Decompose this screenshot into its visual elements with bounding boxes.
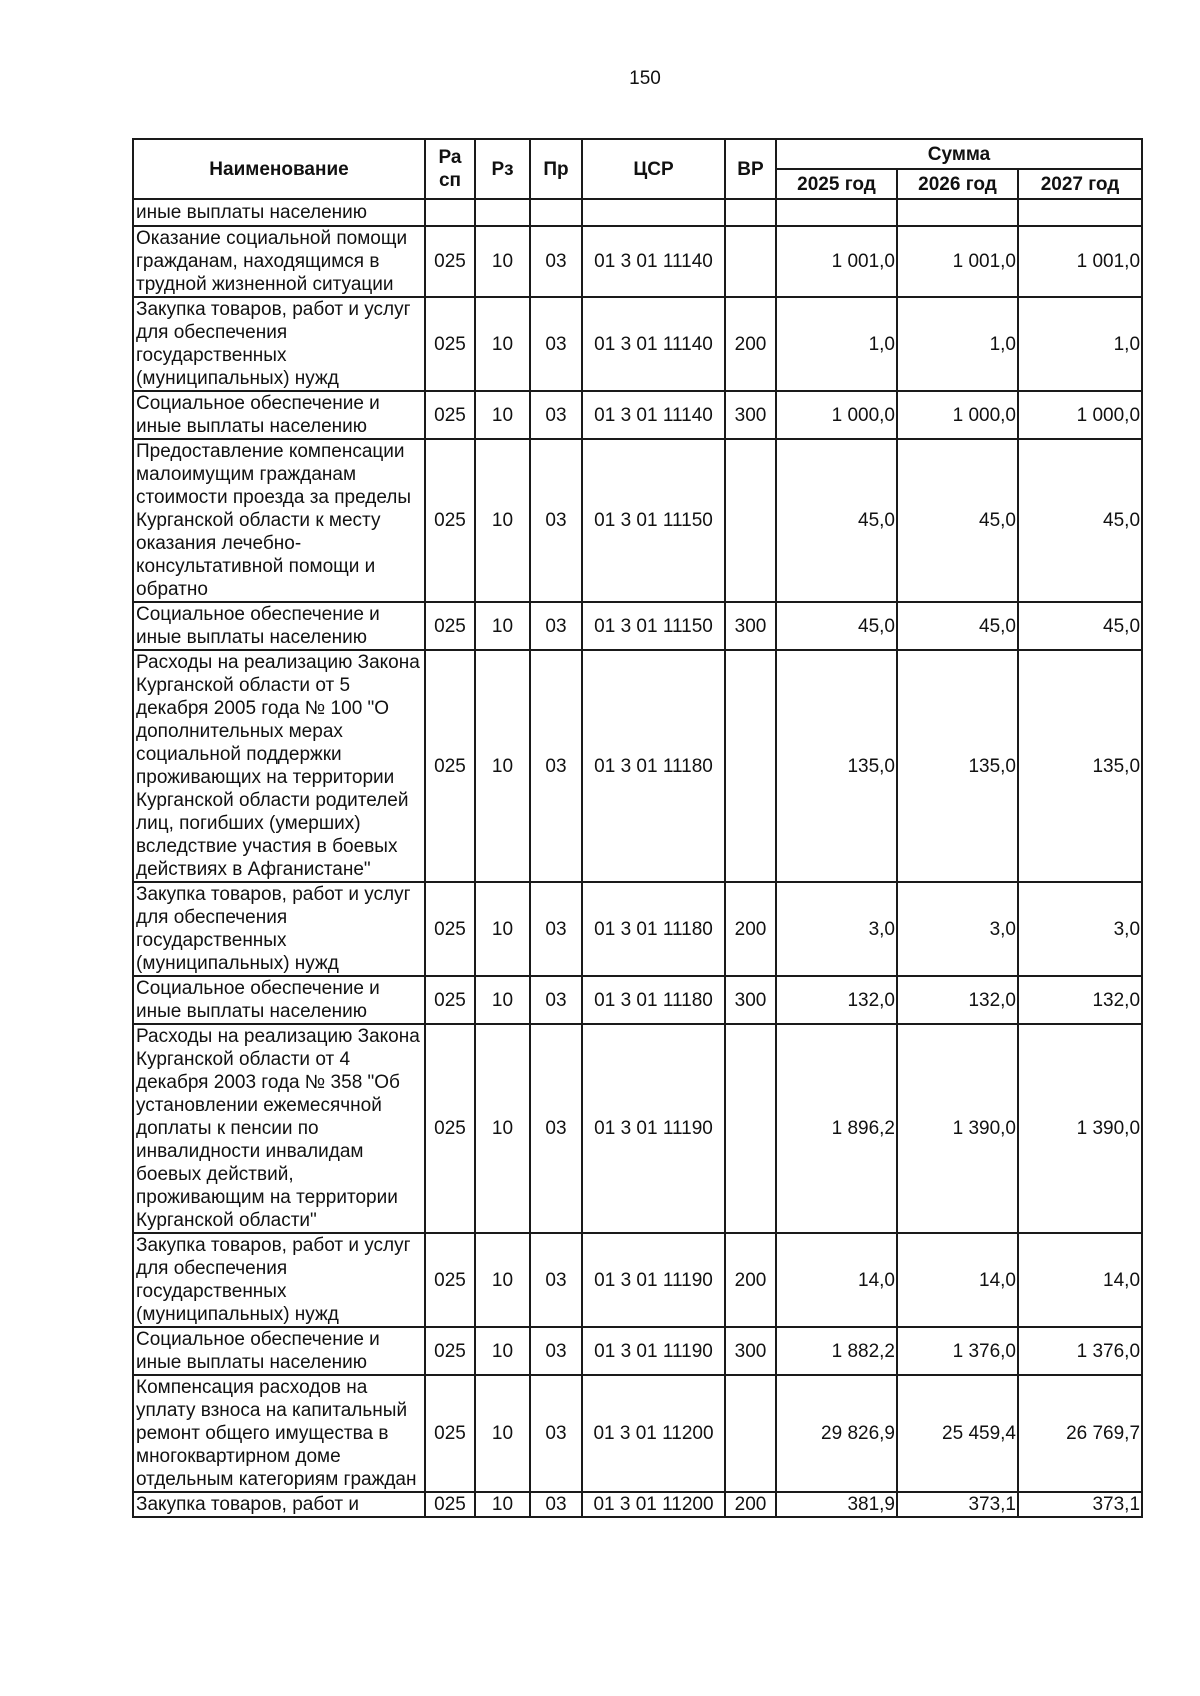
header-2027: 2027 год <box>1018 169 1142 199</box>
cell-y2025: 1 001,0 <box>776 226 897 297</box>
cell-csr <box>582 199 725 226</box>
cell-vr <box>725 1024 776 1233</box>
cell-y2027: 1 000,0 <box>1018 391 1142 439</box>
cell-pr: 03 <box>530 650 582 882</box>
cell-csr: 01 3 01 11150 <box>582 439 725 602</box>
cell-y2025: 1 882,2 <box>776 1327 897 1375</box>
cell-y2026: 373,1 <box>897 1492 1018 1517</box>
cell-name: Социальное обеспечение и иные выплаты населению <box>133 602 425 650</box>
cell-csr: 01 3 01 11180 <box>582 882 725 976</box>
cell-y2027: 14,0 <box>1018 1233 1142 1327</box>
cell-vr: 300 <box>725 1327 776 1375</box>
table-row <box>133 1492 1142 1517</box>
cell-y2026: 3,0 <box>897 882 1018 976</box>
cell-csr: 01 3 01 11140 <box>582 297 725 391</box>
cell-y2027: 135,0 <box>1018 650 1142 882</box>
cell-y2026: 25 459,4 <box>897 1375 1018 1492</box>
cell-pr: 03 <box>530 882 582 976</box>
cell-csr: 01 3 01 11150 <box>582 602 725 650</box>
cell-rz: 10 <box>475 976 530 1024</box>
cell-pr: 03 <box>530 391 582 439</box>
cell-csr: 01 3 01 11180 <box>582 650 725 882</box>
cell-rz: 10 <box>475 1375 530 1492</box>
cell-name: Закупка товаров, работ и услуг для обеспечения государственных (муниципальных) нужд <box>133 297 425 391</box>
cell-vr: 300 <box>725 976 776 1024</box>
cell-rz: 10 <box>475 439 530 602</box>
cell-y2027: 132,0 <box>1018 976 1142 1024</box>
cell-rz: 10 <box>475 882 530 976</box>
cell-y2025: 1 896,2 <box>776 1024 897 1233</box>
cell-y2026: 132,0 <box>897 976 1018 1024</box>
cell-vr: 200 <box>725 297 776 391</box>
cell-name: Социальное обеспечение и иные выплаты населению <box>133 976 425 1024</box>
cell-y2027: 1 376,0 <box>1018 1327 1142 1375</box>
cell-rasp: 025 <box>425 882 475 976</box>
cell-rz: 10 <box>475 391 530 439</box>
cell-rz <box>475 199 530 226</box>
cell-name: Социальное обеспечение и иные выплаты населению <box>133 391 425 439</box>
cell-csr: 01 3 01 11200 <box>582 1492 725 1517</box>
cell-csr: 01 3 01 11140 <box>582 226 725 297</box>
cell-vr <box>725 650 776 882</box>
header-name: Наименование <box>133 139 425 199</box>
cell-rasp: 025 <box>425 976 475 1024</box>
cell-pr: 03 <box>530 602 582 650</box>
cell-rz: 10 <box>475 1024 530 1233</box>
cell-rasp: 025 <box>425 1327 475 1375</box>
cell-name: Закупка товаров, работ и услуг для обеспечения государственных (муниципальных) нужд <box>133 1233 425 1327</box>
cell-vr <box>725 1375 776 1492</box>
table-row <box>133 439 1142 602</box>
table-row <box>133 1375 1142 1492</box>
cell-y2025: 3,0 <box>776 882 897 976</box>
cell-rasp <box>425 199 475 226</box>
cell-name: Закупка товаров, работ и <box>133 1492 425 1517</box>
cell-rasp: 025 <box>425 439 475 602</box>
cell-name: Закупка товаров, работ и услуг для обеспечения государственных (муниципальных) нужд <box>133 882 425 976</box>
cell-pr: 03 <box>530 226 582 297</box>
cell-rasp: 025 <box>425 1024 475 1233</box>
cell-y2026: 45,0 <box>897 602 1018 650</box>
cell-y2027: 45,0 <box>1018 439 1142 602</box>
cell-y2026 <box>897 199 1018 226</box>
cell-y2026: 135,0 <box>897 650 1018 882</box>
header-rz: Рз <box>475 139 530 199</box>
cell-vr <box>725 226 776 297</box>
cell-rasp: 025 <box>425 650 475 882</box>
cell-csr: 01 3 01 11190 <box>582 1233 725 1327</box>
cell-vr <box>725 439 776 602</box>
cell-vr: 300 <box>725 602 776 650</box>
cell-rz: 10 <box>475 297 530 391</box>
cell-csr: 01 3 01 11140 <box>582 391 725 439</box>
cell-rz: 10 <box>475 1233 530 1327</box>
table-row <box>133 976 1142 1024</box>
cell-y2027: 3,0 <box>1018 882 1142 976</box>
cell-vr: 200 <box>725 1492 776 1517</box>
header-vr: ВР <box>725 139 776 199</box>
table-row <box>133 1233 1142 1327</box>
table-body <box>133 199 1142 1517</box>
cell-name: Расходы на реализацию Закона Курганской области от 5 декабря 2005 года № 100 "О дополнительных мерах социальной поддержки проживающих на территории Курганской области родителей лиц, погибших (умерших) вследствие участия в боевых действиях в Афганистане" <box>133 650 425 882</box>
cell-rasp: 025 <box>425 1492 475 1517</box>
cell-rasp: 025 <box>425 391 475 439</box>
cell-y2027: 373,1 <box>1018 1492 1142 1517</box>
cell-y2026: 45,0 <box>897 439 1018 602</box>
cell-csr: 01 3 01 11190 <box>582 1024 725 1233</box>
cell-name: Компенсация расходов на уплату взноса на капитальный ремонт общего имущества в многоквартирном доме отдельным категориям граждан <box>133 1375 425 1492</box>
cell-y2026: 1 390,0 <box>897 1024 1018 1233</box>
cell-pr: 03 <box>530 439 582 602</box>
header-2025: 2025 год <box>776 169 897 199</box>
table-row <box>133 297 1142 391</box>
cell-rz: 10 <box>475 226 530 297</box>
cell-csr: 01 3 01 11190 <box>582 1327 725 1375</box>
page-number: 150 <box>629 68 661 89</box>
cell-rz: 10 <box>475 650 530 882</box>
cell-pr: 03 <box>530 297 582 391</box>
cell-vr: 300 <box>725 391 776 439</box>
cell-pr: 03 <box>530 976 582 1024</box>
cell-name: иные выплаты населению <box>133 199 425 226</box>
header-csr: ЦСР <box>582 139 725 199</box>
cell-csr: 01 3 01 11180 <box>582 976 725 1024</box>
cell-y2025: 381,9 <box>776 1492 897 1517</box>
cell-rz: 10 <box>475 1492 530 1517</box>
cell-name: Расходы на реализацию Закона Курганской области от 4 декабря 2003 года № 358 "Об установлении ежемесячной доплаты к пенсии по инвалидности инвалидам боевых действий, проживающим на территории Курганской области" <box>133 1024 425 1233</box>
cell-rasp: 025 <box>425 297 475 391</box>
cell-name: Социальное обеспечение и иные выплаты населению <box>133 1327 425 1375</box>
cell-y2025: 1 000,0 <box>776 391 897 439</box>
header-rasp: Ра сп <box>425 139 475 199</box>
cell-rasp: 025 <box>425 1233 475 1327</box>
cell-y2025: 132,0 <box>776 976 897 1024</box>
table-row <box>133 226 1142 297</box>
header-row-1 <box>133 139 1142 169</box>
cell-csr: 01 3 01 11200 <box>582 1375 725 1492</box>
cell-y2025 <box>776 199 897 226</box>
table-row <box>133 650 1142 882</box>
cell-y2026: 1,0 <box>897 297 1018 391</box>
cell-y2026: 1 001,0 <box>897 226 1018 297</box>
cell-y2025: 45,0 <box>776 439 897 602</box>
table-row <box>133 199 1142 226</box>
cell-name: Оказание социальной помощи гражданам, находящимся в трудной жизненной ситуации <box>133 226 425 297</box>
cell-name: Предоставление компенсации малоимущим гражданам стоимости проезда за пределы Курганской области к месту оказания лечебно-консультативной помощи и обратно <box>133 439 425 602</box>
cell-y2025: 1,0 <box>776 297 897 391</box>
cell-vr: 200 <box>725 1233 776 1327</box>
cell-y2025: 45,0 <box>776 602 897 650</box>
table-row <box>133 1024 1142 1233</box>
cell-y2026: 1 376,0 <box>897 1327 1018 1375</box>
header-2026: 2026 год <box>897 169 1018 199</box>
cell-y2027: 26 769,7 <box>1018 1375 1142 1492</box>
cell-y2026: 1 000,0 <box>897 391 1018 439</box>
table-row <box>133 1327 1142 1375</box>
cell-y2027: 1 001,0 <box>1018 226 1142 297</box>
cell-rz: 10 <box>475 1327 530 1375</box>
cell-y2025: 29 826,9 <box>776 1375 897 1492</box>
cell-y2027 <box>1018 199 1142 226</box>
cell-pr <box>530 199 582 226</box>
budget-table <box>132 138 1143 1518</box>
header-summa: Сумма <box>776 139 1142 169</box>
table-row <box>133 602 1142 650</box>
cell-rasp: 025 <box>425 226 475 297</box>
cell-y2027: 1,0 <box>1018 297 1142 391</box>
cell-y2027: 1 390,0 <box>1018 1024 1142 1233</box>
table-row <box>133 391 1142 439</box>
cell-y2027: 45,0 <box>1018 602 1142 650</box>
cell-rasp: 025 <box>425 1375 475 1492</box>
cell-vr <box>725 199 776 226</box>
cell-pr: 03 <box>530 1233 582 1327</box>
header-pr: Пр <box>530 139 582 199</box>
table-row <box>133 882 1142 976</box>
cell-rz: 10 <box>475 602 530 650</box>
cell-pr: 03 <box>530 1492 582 1517</box>
cell-y2025: 14,0 <box>776 1233 897 1327</box>
cell-pr: 03 <box>530 1024 582 1233</box>
cell-y2025: 135,0 <box>776 650 897 882</box>
cell-rasp: 025 <box>425 602 475 650</box>
cell-vr: 200 <box>725 882 776 976</box>
cell-y2026: 14,0 <box>897 1233 1018 1327</box>
cell-pr: 03 <box>530 1327 582 1375</box>
cell-pr: 03 <box>530 1375 582 1492</box>
